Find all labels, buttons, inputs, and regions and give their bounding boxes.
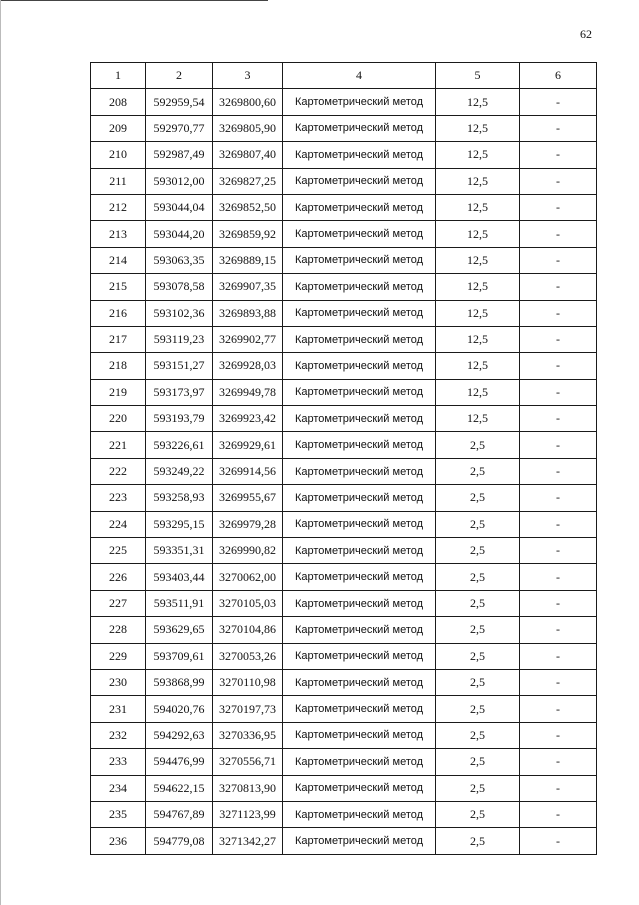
x-coordinate-cell: 592987,49: [146, 142, 213, 168]
accuracy-cell: 2,5: [436, 669, 520, 695]
x-coordinate-cell: 594767,89: [146, 801, 213, 827]
x-coordinate-cell: 594292,63: [146, 722, 213, 748]
method-cell: Картометрический метод: [283, 115, 436, 141]
method-cell: Картометрический метод: [283, 564, 436, 590]
note-cell: -: [520, 511, 597, 537]
x-coordinate-cell: 593249,22: [146, 458, 213, 484]
table-row: [91, 828, 597, 854]
accuracy-cell: 2,5: [436, 458, 520, 484]
table-row: [91, 749, 597, 775]
accuracy-cell: 2,5: [436, 722, 520, 748]
method-cell: Картометрический метод: [283, 696, 436, 722]
point-number-cell: 214: [91, 247, 146, 273]
note-cell: -: [520, 775, 597, 801]
point-number-cell: 217: [91, 326, 146, 352]
table-row: [91, 432, 597, 458]
note-cell: -: [520, 458, 597, 484]
method-cell: Картометрический метод: [283, 828, 436, 854]
method-cell: Картометрический метод: [283, 590, 436, 616]
table-row: [91, 617, 597, 643]
point-number-cell: 236: [91, 828, 146, 854]
accuracy-cell: 2,5: [436, 643, 520, 669]
method-cell: Картометрический метод: [283, 749, 436, 775]
y-coordinate-cell: 3269889,15: [213, 247, 283, 273]
method-cell: Картометрический метод: [283, 168, 436, 194]
x-coordinate-cell: 594020,76: [146, 696, 213, 722]
table-row: [91, 326, 597, 352]
point-number-cell: 208: [91, 89, 146, 115]
note-cell: -: [520, 274, 597, 300]
table-row: [91, 115, 597, 141]
point-number-cell: 215: [91, 274, 146, 300]
method-cell: Картометрический метод: [283, 142, 436, 168]
method-cell: Картометрический метод: [283, 326, 436, 352]
x-coordinate-cell: 593102,36: [146, 300, 213, 326]
x-coordinate-cell: 593173,97: [146, 379, 213, 405]
accuracy-cell: 12,5: [436, 247, 520, 273]
point-number-cell: 234: [91, 775, 146, 801]
table-row: [91, 406, 597, 432]
method-cell: Картометрический метод: [283, 221, 436, 247]
note-cell: -: [520, 432, 597, 458]
accuracy-cell: 2,5: [436, 538, 520, 564]
x-coordinate-cell: 592959,54: [146, 89, 213, 115]
y-coordinate-cell: 3269949,78: [213, 379, 283, 405]
x-coordinate-cell: 593151,27: [146, 353, 213, 379]
y-coordinate-cell: 3269923,42: [213, 406, 283, 432]
x-coordinate-cell: 594779,08: [146, 828, 213, 854]
table-row: [91, 142, 597, 168]
y-coordinate-cell: 3270105,03: [213, 590, 283, 616]
note-cell: -: [520, 115, 597, 141]
point-number-cell: 230: [91, 669, 146, 695]
table-row: [91, 643, 597, 669]
x-coordinate-cell: 593868,99: [146, 669, 213, 695]
y-coordinate-cell: 3269902,77: [213, 326, 283, 352]
x-coordinate-cell: 594622,15: [146, 775, 213, 801]
y-coordinate-cell: 3269907,35: [213, 274, 283, 300]
note-cell: -: [520, 326, 597, 352]
y-coordinate-cell: 3270104,86: [213, 617, 283, 643]
table-row: [91, 89, 597, 115]
table-row: [91, 274, 597, 300]
y-coordinate-cell: 3271123,99: [213, 801, 283, 827]
x-coordinate-cell: 593295,15: [146, 511, 213, 537]
point-number-cell: 225: [91, 538, 146, 564]
table-row: [91, 590, 597, 616]
note-cell: -: [520, 801, 597, 827]
note-cell: -: [520, 749, 597, 775]
x-coordinate-cell: 593258,93: [146, 485, 213, 511]
x-coordinate-cell: 593629,65: [146, 617, 213, 643]
point-number-cell: 221: [91, 432, 146, 458]
note-cell: -: [520, 485, 597, 511]
accuracy-cell: 2,5: [436, 696, 520, 722]
x-coordinate-cell: 593709,61: [146, 643, 213, 669]
accuracy-cell: 2,5: [436, 617, 520, 643]
accuracy-cell: 12,5: [436, 406, 520, 432]
table-row: [91, 485, 597, 511]
table-row: [91, 221, 597, 247]
page-number: 62: [580, 27, 592, 41]
note-cell: -: [520, 828, 597, 854]
note-cell: -: [520, 722, 597, 748]
column-header: 5: [436, 63, 520, 89]
y-coordinate-cell: 3269807,40: [213, 142, 283, 168]
y-coordinate-cell: 3269990,82: [213, 538, 283, 564]
method-cell: Картометрический метод: [283, 722, 436, 748]
method-cell: Картометрический метод: [283, 247, 436, 273]
table-row: [91, 511, 597, 537]
method-cell: Картометрический метод: [283, 643, 436, 669]
note-cell: -: [520, 194, 597, 220]
note-cell: -: [520, 538, 597, 564]
method-cell: Картометрический метод: [283, 538, 436, 564]
y-coordinate-cell: 3271342,27: [213, 828, 283, 854]
page-edge: [0, 0, 1, 905]
method-cell: Картометрический метод: [283, 617, 436, 643]
point-number-cell: 228: [91, 617, 146, 643]
accuracy-cell: 2,5: [436, 590, 520, 616]
point-number-cell: 233: [91, 749, 146, 775]
column-header: 3: [213, 63, 283, 89]
note-cell: -: [520, 696, 597, 722]
x-coordinate-cell: 593511,91: [146, 590, 213, 616]
method-cell: Картометрический метод: [283, 485, 436, 511]
point-number-cell: 211: [91, 168, 146, 194]
y-coordinate-cell: 3269859,92: [213, 221, 283, 247]
note-cell: -: [520, 168, 597, 194]
x-coordinate-cell: 593403,44: [146, 564, 213, 590]
table-row: [91, 247, 597, 273]
method-cell: Картометрический метод: [283, 458, 436, 484]
point-number-cell: 223: [91, 485, 146, 511]
note-cell: -: [520, 379, 597, 405]
accuracy-cell: 12,5: [436, 142, 520, 168]
accuracy-cell: 12,5: [436, 221, 520, 247]
table-body: [91, 89, 597, 854]
note-cell: -: [520, 643, 597, 669]
method-cell: Картометрический метод: [283, 300, 436, 326]
y-coordinate-cell: 3269914,56: [213, 458, 283, 484]
note-cell: -: [520, 142, 597, 168]
note-cell: -: [520, 247, 597, 273]
point-number-cell: 227: [91, 590, 146, 616]
y-coordinate-cell: 3270813,90: [213, 775, 283, 801]
accuracy-cell: 2,5: [436, 564, 520, 590]
note-cell: -: [520, 406, 597, 432]
point-number-cell: 213: [91, 221, 146, 247]
x-coordinate-cell: 593044,04: [146, 194, 213, 220]
y-coordinate-cell: 3270556,71: [213, 749, 283, 775]
table-row: [91, 564, 597, 590]
x-coordinate-cell: 593063,35: [146, 247, 213, 273]
column-header: 4: [283, 63, 436, 89]
column-header: 2: [146, 63, 213, 89]
table-row: [91, 538, 597, 564]
method-cell: Картометрический метод: [283, 432, 436, 458]
point-number-cell: 224: [91, 511, 146, 537]
point-number-cell: 232: [91, 722, 146, 748]
point-number-cell: 218: [91, 353, 146, 379]
y-coordinate-cell: 3270336,95: [213, 722, 283, 748]
table-row: [91, 300, 597, 326]
point-number-cell: 220: [91, 406, 146, 432]
y-coordinate-cell: 3270110,98: [213, 669, 283, 695]
note-cell: -: [520, 617, 597, 643]
x-coordinate-cell: 593119,23: [146, 326, 213, 352]
y-coordinate-cell: 3270062,00: [213, 564, 283, 590]
accuracy-cell: 12,5: [436, 194, 520, 220]
column-header: 1: [91, 63, 146, 89]
point-number-cell: 226: [91, 564, 146, 590]
x-coordinate-cell: 593044,20: [146, 221, 213, 247]
accuracy-cell: 2,5: [436, 775, 520, 801]
accuracy-cell: 2,5: [436, 828, 520, 854]
point-number-cell: 222: [91, 458, 146, 484]
point-number-cell: 212: [91, 194, 146, 220]
method-cell: Картометрический метод: [283, 89, 436, 115]
table-row: [91, 379, 597, 405]
y-coordinate-cell: 3269929,61: [213, 432, 283, 458]
accuracy-cell: 12,5: [436, 353, 520, 379]
x-coordinate-cell: 593193,79: [146, 406, 213, 432]
method-cell: Картометрический метод: [283, 379, 436, 405]
x-coordinate-cell: 593226,61: [146, 432, 213, 458]
note-cell: -: [520, 300, 597, 326]
note-cell: -: [520, 669, 597, 695]
y-coordinate-cell: 3269805,90: [213, 115, 283, 141]
point-number-cell: 209: [91, 115, 146, 141]
y-coordinate-cell: 3269928,03: [213, 353, 283, 379]
coordinates-table: [90, 62, 597, 855]
accuracy-cell: 12,5: [436, 326, 520, 352]
accuracy-cell: 12,5: [436, 274, 520, 300]
accuracy-cell: 12,5: [436, 300, 520, 326]
y-coordinate-cell: 3269979,28: [213, 511, 283, 537]
column-header: 6: [520, 63, 597, 89]
y-coordinate-cell: 3269893,88: [213, 300, 283, 326]
note-cell: -: [520, 353, 597, 379]
x-coordinate-cell: 592970,77: [146, 115, 213, 141]
note-cell: -: [520, 590, 597, 616]
y-coordinate-cell: 3269955,67: [213, 485, 283, 511]
x-coordinate-cell: 593012,00: [146, 168, 213, 194]
method-cell: Картометрический метод: [283, 801, 436, 827]
accuracy-cell: 12,5: [436, 379, 520, 405]
table-row: [91, 458, 597, 484]
point-number-cell: 210: [91, 142, 146, 168]
accuracy-cell: 12,5: [436, 168, 520, 194]
table-row: [91, 696, 597, 722]
method-cell: Картометрический метод: [283, 353, 436, 379]
accuracy-cell: 12,5: [436, 115, 520, 141]
table-row: [91, 775, 597, 801]
method-cell: Картометрический метод: [283, 406, 436, 432]
table-row: [91, 669, 597, 695]
accuracy-cell: 2,5: [436, 511, 520, 537]
accuracy-cell: 12,5: [436, 89, 520, 115]
x-coordinate-cell: 594476,99: [146, 749, 213, 775]
note-cell: -: [520, 89, 597, 115]
table-row: [91, 194, 597, 220]
note-cell: -: [520, 564, 597, 590]
table-row: [91, 722, 597, 748]
y-coordinate-cell: 3269827,25: [213, 168, 283, 194]
accuracy-cell: 2,5: [436, 801, 520, 827]
accuracy-cell: 2,5: [436, 749, 520, 775]
point-number-cell: 219: [91, 379, 146, 405]
y-coordinate-cell: 3270197,73: [213, 696, 283, 722]
method-cell: Картометрический метод: [283, 511, 436, 537]
method-cell: Картометрический метод: [283, 274, 436, 300]
table-row: [91, 168, 597, 194]
accuracy-cell: 2,5: [436, 485, 520, 511]
method-cell: Картометрический метод: [283, 194, 436, 220]
method-cell: Картометрический метод: [283, 775, 436, 801]
table-row: [91, 353, 597, 379]
y-coordinate-cell: 3269800,60: [213, 89, 283, 115]
point-number-cell: 231: [91, 696, 146, 722]
point-number-cell: 216: [91, 300, 146, 326]
method-cell: Картометрический метод: [283, 669, 436, 695]
table-header-row: [91, 63, 597, 89]
y-coordinate-cell: 3270053,26: [213, 643, 283, 669]
x-coordinate-cell: 593351,31: [146, 538, 213, 564]
top-rule: [0, 0, 268, 1]
x-coordinate-cell: 593078,58: [146, 274, 213, 300]
point-number-cell: 229: [91, 643, 146, 669]
table-row: [91, 801, 597, 827]
note-cell: -: [520, 221, 597, 247]
point-number-cell: 235: [91, 801, 146, 827]
accuracy-cell: 2,5: [436, 432, 520, 458]
y-coordinate-cell: 3269852,50: [213, 194, 283, 220]
